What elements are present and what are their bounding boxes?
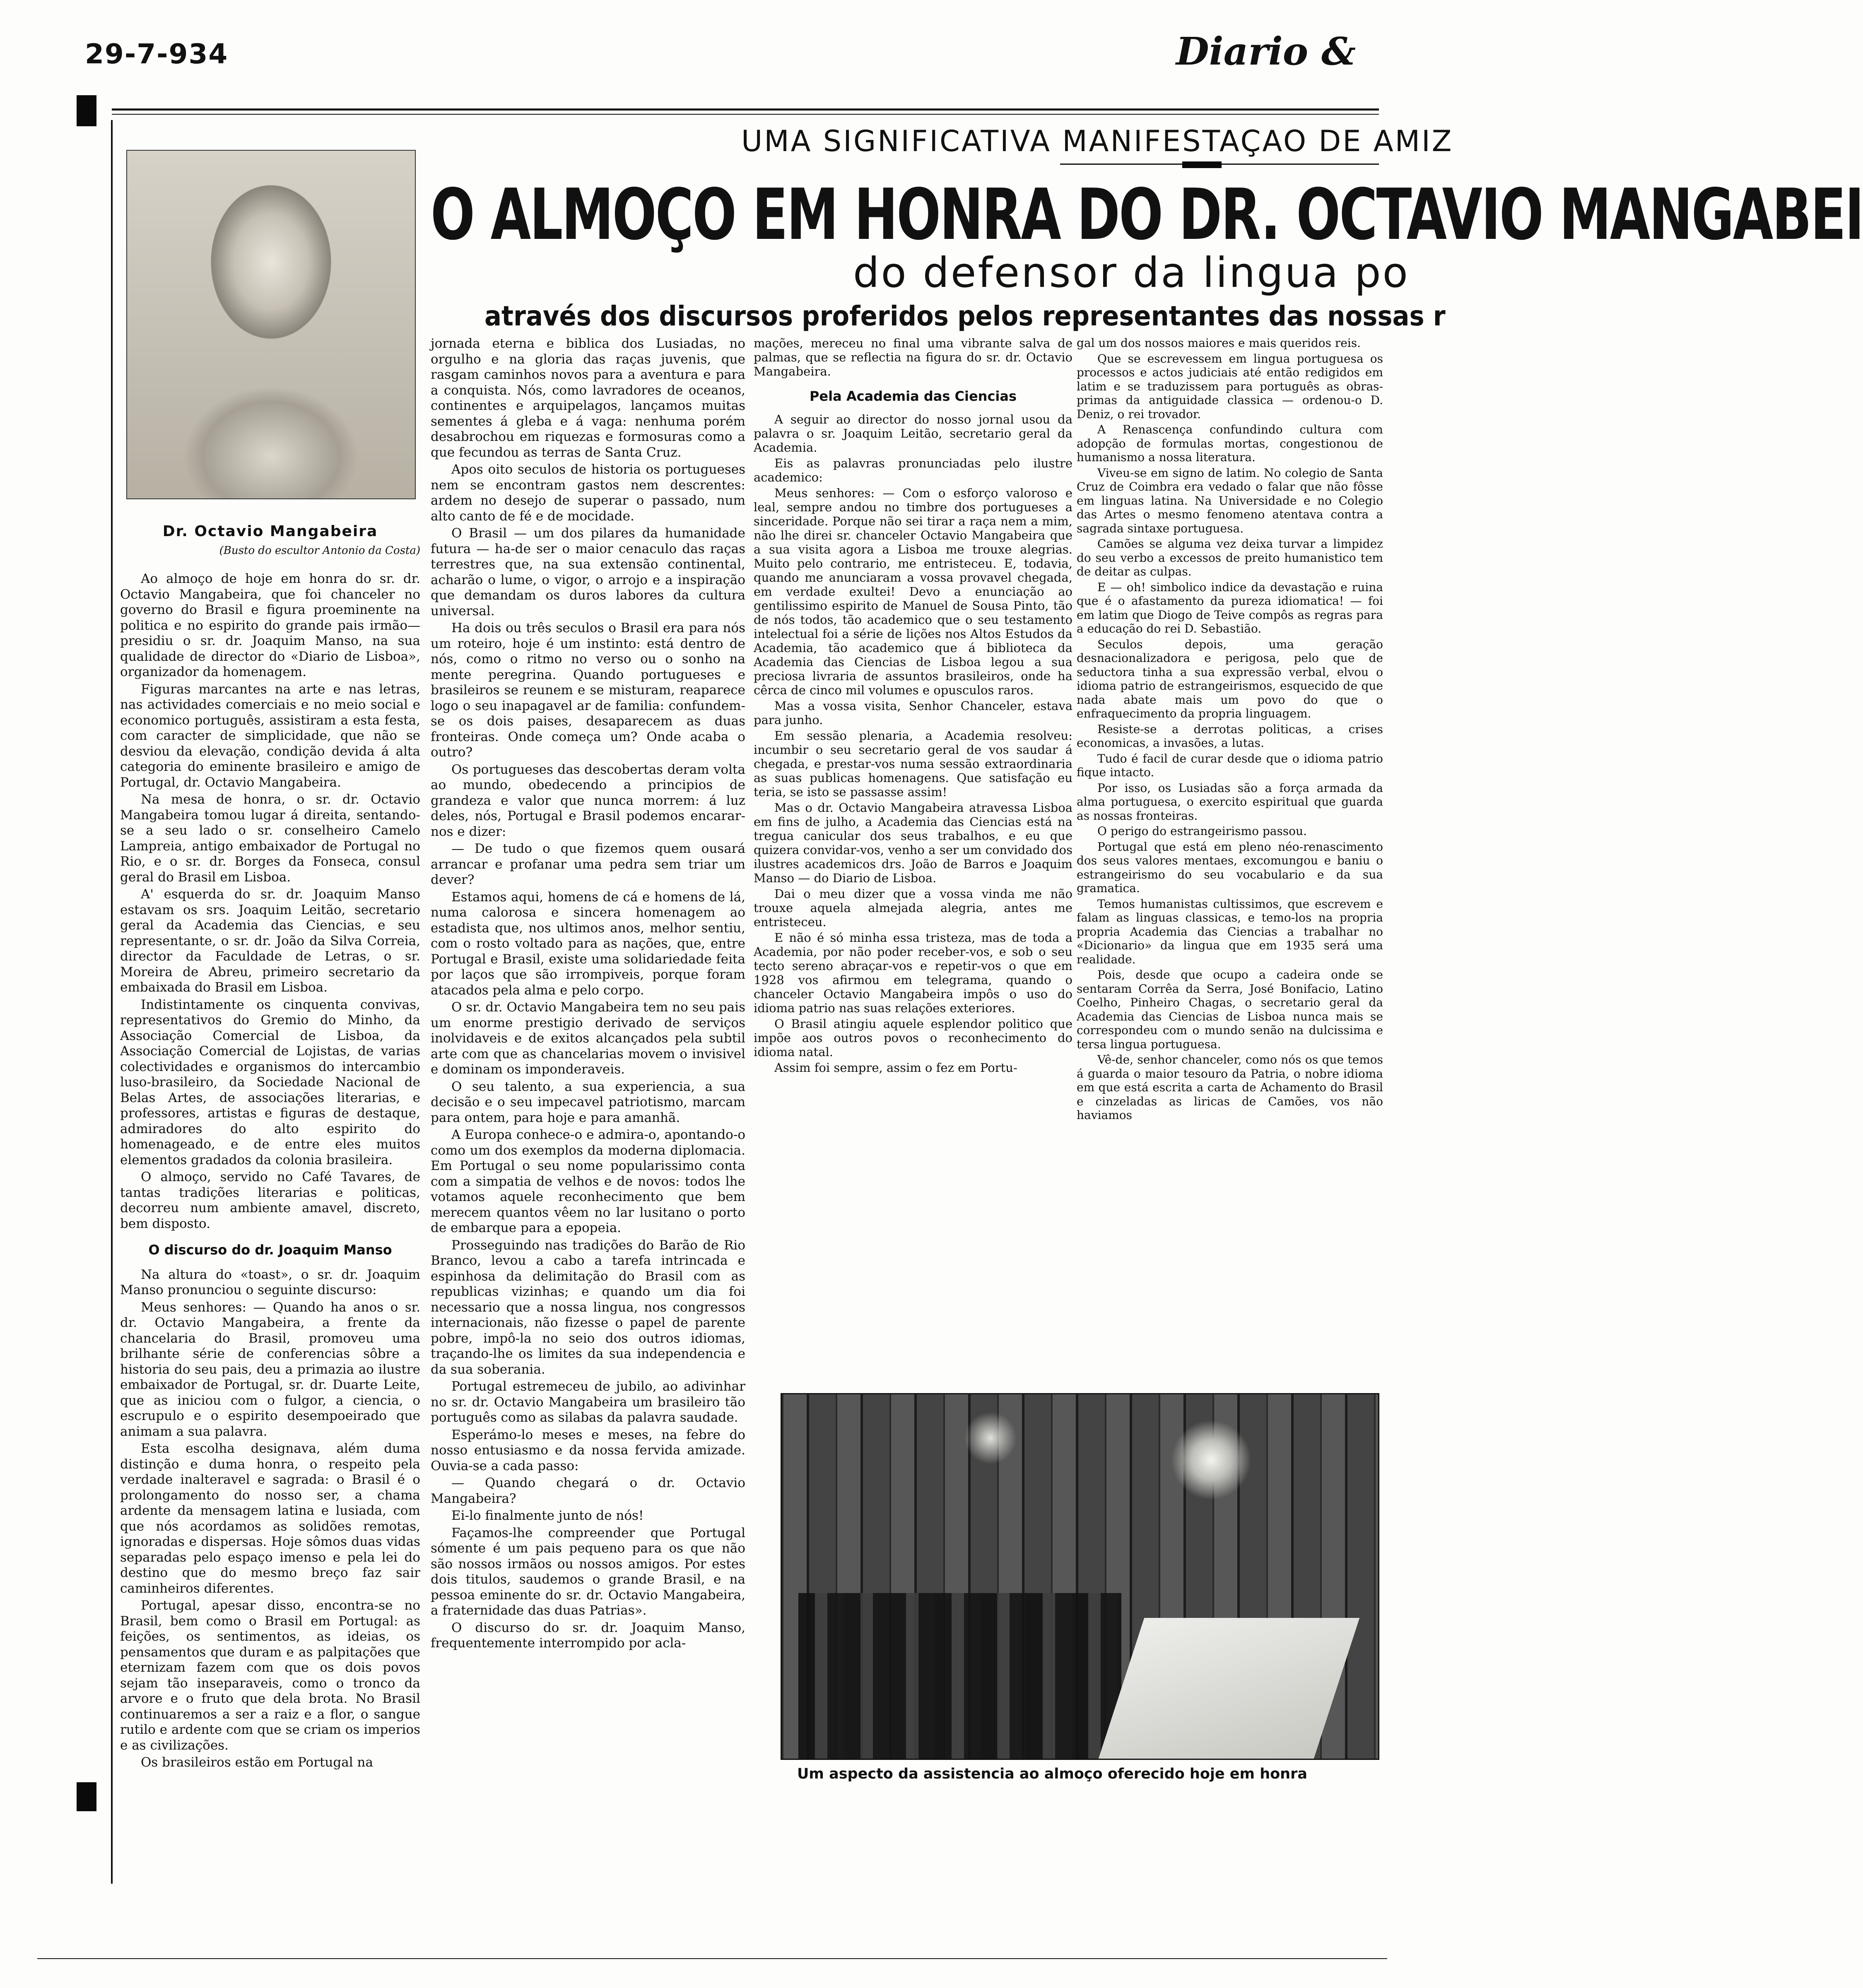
header-rule-thin <box>112 114 1379 115</box>
paragraph: Portugal que está em pleno néo-renascimento dos seus valores mentaes, excomungou e baniu o estrangeirismo do seu vocabulario e da sua gramatica. <box>1077 840 1383 895</box>
paragraph: Estamos aqui, homens de cá e homens de lá, numa calorosa e sincera homenagem ao estadista que, nos ultimos anos, melhor sentiu, com o rosto voltado para as nações, que, entre Portugal e Brasil, existe uma solidariedade feita por laços que são irrompiveis, porque foram atacados pela alma e pelo corpo. <box>431 889 745 998</box>
paragraph: Portugal estremeceu de jubilo, ao adivinhar no sr. dr. Octavio Mangabeira um brasileiro tão português como as silabas da palavra saudade. <box>431 1379 745 1425</box>
paragraph: Façamos-lhe compreender que Portugal sómente é um pais pequeno para os que não são nossos irmãos ou nossos amigos. Por estes dois titulos, saudemos o grande Brasil, e na pessoa eminente do sr. dr. Octavio Mangabeira, a fraternidade das duas Patrias». <box>431 1525 745 1618</box>
paragraph: — Quando chegará o dr. Octavio Mangabeira? <box>431 1475 745 1506</box>
paragraph: Mas a vossa visita, Senhor Chanceler, estava para junho. <box>754 699 1072 727</box>
paragraph: E — oh! simbolico indice da devastação e ruina que é o afastamento da pureza idiomatica! — foi em latim que Diogo de Teive compôs as regras para a educação do rei D. Sebastião. <box>1077 580 1383 635</box>
paragraph: Camões se alguma vez deixa turvar a limpidez do seu verbo a excessos de preito humanistico tem de deitar as culpas. <box>1077 537 1383 578</box>
kicker-rule-block <box>1182 161 1222 168</box>
paragraph: Viveu-se em signo de latim. No colegio de Santa Cruz de Coimbra era vedado o falar que não fôsse em linguas latina. Na Universidade e no Colegio das Artes o mesmo fenomeno atentava contra a sagrada sintaxe portuguesa. <box>1077 466 1383 535</box>
paragraph: Apos oito seculos de historia os portugueses nem se encontram gastos nem descrentes: ardem no desejo de superar o passado, num alto canto de fé e de mocidade. <box>431 462 745 524</box>
paragraph: Na altura do «toast», o sr. dr. Joaquim Manso pronunciou o seguinte discurso: <box>120 1267 420 1297</box>
newspaper-masthead: Diario & <box>1176 29 1356 74</box>
paragraph: Pois, desde que ocupo a cadeira onde se sentaram Corrêa da Serra, José Bonifacio, Latino Coelho, Pinheiro Chagas, o secretario geral da Academia das Ciencias de Lisboa nunca mais se correspondeu com o mundo senão na dulcissima e tersa lingua portuguesa. <box>1077 968 1383 1051</box>
paragraph: E não é só minha essa tristeza, mas de toda a Academia, por não poder receber-vos, e sob o seu tecto sereno abraçar-vos e repetir-vos o que em 1928 vos afirmou em telegrama, quando o chanceler Octavio Mangabeira impôs o uso do idioma patrio nas suas relações exteriores. <box>754 931 1072 1015</box>
header-rule <box>112 108 1379 111</box>
paragraph: O Brasil atingiu aquele esplendor politico que impõe aos outros povos o reconhecimento do idioma natal. <box>754 1017 1072 1059</box>
headline-deck: através dos discursos proferidos pelos representantes das nossas r <box>484 300 1446 332</box>
photo-caption: Um aspecto da assistencia ao almoço oferecido hoje em honra <box>797 1766 1307 1782</box>
paragraph: Eis as palavras pronunciadas pelo ilustre academico: <box>754 456 1072 484</box>
paragraph: Ei-lo finalmente junto de nós! <box>451 1508 644 1523</box>
article-column-3 <box>754 336 1072 1076</box>
paragraph: A seguir ao director do nosso jornal usou da palavra o sr. Joaquim Leitão, secretario geral da Academia. <box>754 412 1072 455</box>
paragraph: Seculos depois, uma geração desnacionalizadora e perigosa, pelo que de seductora tinha a sua expressão verbal, elvou o idioma patrio de estrangeirismos, esquecido de que nada abate mais um povo do que o enfraquecimento da propria linguagem. <box>1077 637 1383 720</box>
paragraph: Por isso, os Lusiadas são a força armada da alma portuguesa, o exercito espiritual que guarda as nossas fronteiras. <box>1077 781 1383 823</box>
paragraph: Esperámo-lo meses e meses, na febre do nosso entusiasmo e da nossa fervida amizade. Ouvia-se a cada passo: <box>431 1427 745 1473</box>
paragraph: O Brasil — um dos pilares da humanidade futura — ha-de ser o maior cenaculo das raças terrestres que, na sua extensão continental, acharão o lume, o vigor, o arrojo e a inspiração que demandam os duros labores da cultura universal. <box>431 526 745 619</box>
margin-block-top <box>77 95 96 126</box>
paragraph: Figuras marcantes na arte e nas letras, nas actividades comerciais e no meio social e economico português, assistiram a esta festa, com caracter de simplicidade, que não se desviou da elevação, condição devida á alta categoria do eminente brasileiro e amigo de Portugal, dr. Octavio Mangabeira. <box>120 681 420 790</box>
paragraph: O seu talento, a sua experiencia, a sua decisão e o seu impecavel patriotismo, marcam para ontem, para hoje e para amanhã. <box>431 1079 745 1125</box>
paragraph: Ao almoço de hoje em honra do sr. dr. Octavio Mangabeira, que foi chanceler no governo do Brasil e figura proeminente na politica e no espirito do grande pais irmão—presidiu o sr. dr. Joaquim Manso, na sua qualidade de director do «Diario de Lisboa», organizador da homenagem. <box>120 571 420 679</box>
left-margin-rule <box>111 120 113 1884</box>
photo-table <box>1099 1618 1359 1759</box>
issue-date: 29-7-934 <box>85 38 229 70</box>
section-heading: Pela Academia das Ciencias <box>809 388 1017 404</box>
paragraph: Em sessão plenaria, a Academia resolveu: incumbir o seu secretario geral de vos saudar á chegada, e prestar-vos numa sessão extraordinaria as suas publicas homenagens. Que satisfação eu teria, se isto se passasse assim! <box>754 729 1072 799</box>
headline-subhead: do defensor da lingua po <box>853 248 1410 297</box>
photo-crowd <box>798 1593 1121 1759</box>
paragraph: Dai o meu dizer que a vossa vinda me não trouxe aquela almejada alegria, antes me entristeceu. <box>754 887 1072 929</box>
paragraph: Os portugueses das descobertas deram volta ao mundo, obedecendo a principios de grandeza e valor que nunca morrem: á luz deles, nós, Portugal e Brasil podemos encarar-nos e dizer: <box>431 762 745 839</box>
paragraph: Portugal, apesar disso, encontra-se no Brasil, bem como o Brasil em Portugal: as feições, os sentimentos, as ideias, os pensamentos que duram e as palpitações que eternizam fazem com que os dois povos sejam tão inseparaveis, como o tronco da arvore e o fruto que dela brota. No Brasil continuaremos a ser a raiz e a flor, o sangue rutilo e ardente com que se criam os imperios e as civilizações. <box>120 1598 420 1753</box>
paragraph: — De tudo o que fizemos quem ousará arrancar e profanar uma pedra sem triar um dever? <box>431 841 745 887</box>
paragraph: A Renascença confundindo cultura com adopção de formulas mortas, congestionou de humanismo a nossa literatura. <box>1077 423 1383 464</box>
paragraph: Esta escolha designava, além duma distinção e duma honra, o respeito pela verdade inalteravel e sagrada: o Brasil é o prolongamento do nosso ser, a chama ardente da mensagem latina e lusiada, com que nós acordamos as solidões remotas, ignoradas e dispersas. Hoje sômos duas vidas separadas pelo espaço imenso e pela lei do destino que do mesmo breço faz sair caminheiros diferentes. <box>120 1441 420 1596</box>
paragraph: jornada eterna e biblica dos Lusiadas, no orgulho e na gloria das raças juvenis, que rasgam caminhos novos para a aventura e para a conquista. Nós, como lavradores de oceanos, continentes e arquipelagos, lançamos muitas sementes á gleba e á vaga: nenhuma porém desabrochou em riquezas e formosuras como a que fecundou as terras de Santa Cruz. <box>431 336 745 460</box>
article-column-2 <box>431 336 745 1653</box>
portrait-name: Dr. Octavio Mangabeira <box>162 523 378 540</box>
paragraph: O almoço, servido no Café Tavares, de tantas tradições literarias e politicas, decorreu num ambiente amavel, discreto, bem disposto. <box>120 1170 420 1231</box>
paragraph: Meus senhores: — Quando ha anos o sr. dr. Octavio Mangabeira, a frente da chancelaria do Brasil, promoveu uma brilhante série de conferencias sôbre a historia do seu pais, deu a primazia ao ilustre embaixador de Portugal, sr. dr. Duarte Leite, que as iniciou com o fulgor, a ciencia, o escrupulo e o espirito desempoeirado que animam a sua palavra. <box>120 1300 420 1439</box>
portrait-photo <box>126 150 416 499</box>
paragraph: Resiste-se a derrotas politicas, a crises economicas, a invasões, a lutas. <box>1077 722 1383 750</box>
paragraph: A Europa conhece-o e admira-o, apontando-o como um dos exemplos da moderna diplomacia. Em Portugal o seu nome popularissimo conta com a simpatia de velhos e de novos: todos lhe votamos aquele reconhecimento que bem merecem quantos vêem no lar lusitano o porto de embarque para a epopeia. <box>431 1127 745 1235</box>
paragraph: Indistintamente os cinquenta convivas, representativos do Gremio do Minho, da Associação Comercial de Lisboa, da Associação Comercial de Lojistas, de varias colectividades e organismos do intercambio luso-brasileiro, da Sociedade Nacional de Belas Artes, de associações literarias, e professores, artistas e figuras de destaque, admiradores do alto espirito do homenageado, e de entre eles muitos elementos gradados da colonia brasileira. <box>120 997 420 1167</box>
paragraph: Ha dois ou três seculos o Brasil era para nós um roteiro, hoje é um instinto: está dentro de nós, como o ritmo no verso ou o sonho na mente peregrina. Quando portugueses e brasileiros se reunem e se misturam, reaparece logo o seu inapagavel ar de familia: confundem-se os dois paises, desaparecem as duas fronteiras. Onde começa um? Onde acaba o outro? <box>431 621 745 760</box>
paragraph: mações, mereceu no final uma vibrante salva de palmas, que se reflectia na figura do sr. dr. Octavio Mangabeira. <box>754 336 1072 378</box>
paragraph: O perigo do estrangeirismo passou. <box>1097 824 1307 838</box>
paragraph: Tudo é facil de curar desde que o idioma patrio fique intacto. <box>1077 751 1383 779</box>
paragraph: A' esquerda do sr. dr. Joaquim Manso estavam os srs. Joaquim Leitão, secretario geral da Academia das Ciencias, e seu representante, o sr. dr. João da Silva Correia, director da Faculdade de Letras, o sr. Moreira de Abreu, primeiro secretario da embaixada do Brasil em Lisboa. <box>120 887 420 995</box>
paragraph: Na mesa de honra, o sr. dr. Octavio Mangabeira tomou lugar á direita, sentando-se a seu lado o sr. conselheiro Camelo Lampreia, antigo embaixador de Portugal no Rio, e o sr. dr. Borges da Fonseca, consul geral do Brasil em Lisboa. <box>120 792 420 885</box>
section-heading: O discurso do dr. Joaquim Manso <box>148 1242 392 1258</box>
article-column-4 <box>1077 336 1383 1124</box>
paragraph: Mas o dr. Octavio Mangabeira atravessa Lisboa em fins de julho, a Academia das Ciencias está na tregua canicular dos seus trabalhos, e eu que quizera convidar-vos, venho a ser um convidado dos ilustres academicos drs. João de Barros e Joaquim Manso — do Diario de Lisboa. <box>754 801 1072 885</box>
main-headline: O ALMOÇO EM HONRA DO DR. OCTAVIO MANGABEI <box>431 174 1863 256</box>
portrait-credit: (Busto do escultor Antonio da Costa) <box>219 544 420 557</box>
paragraph: Prosseguindo nas tradições do Barão de Rio Branco, levou a cabo a tarefa intrincada e espinhosa da delimitação do Brasil com as republicas vizinhas; e quando um dia foi necessario que a nossa lingua, nos congressos internacionais, não fizesse o papel de parente pobre, impô-la no seio dos outros idiomas, traçando-lhe os limites da sua independencia e da sua soberania. <box>431 1237 745 1377</box>
paragraph: O discurso do sr. dr. Joaquim Manso, frequentemente interrompido por acla- <box>431 1620 745 1651</box>
paragraph: Temos humanistas cultissimos, que escrevem e falam as linguas classicas, e temo-los na propria propria Academia das Ciencias a trabalhar no «Dicionario» da lingua que em 1935 será uma realidade. <box>1077 897 1383 966</box>
article-column-1 <box>120 571 420 1772</box>
banquet-photo <box>781 1393 1379 1760</box>
paragraph: gal um dos nossos maiores e mais queridos reis. <box>1077 336 1361 350</box>
margin-block-bottom <box>77 1782 96 1811</box>
bottom-rule <box>37 1958 1387 1959</box>
paragraph: Os brasileiros estão em Portugal na <box>141 1755 373 1770</box>
paragraph: O sr. dr. Octavio Mangabeira tem no seu pais um enorme prestigio derivado de serviços inolvidaveis e de exitos alcançados pela subtil arte com que as chancelarias movem o invisivel e dominam os imponderaveis. <box>431 1000 745 1077</box>
paragraph: Que se escrevessem em lingua portuguesa os processos e actos judiciais até então redigidos em latim e se traduzissem para português as obras-primas da antiguidade classica — ordenou-o D. Deniz, o rei trovador. <box>1077 351 1383 421</box>
headline-kicker: UMA SIGNIFICATIVA MANIFESTAÇAO DE AMIZ <box>741 124 1453 158</box>
paragraph: Vê-de, senhor chanceler, como nós os que temos á guarda o maior tesouro da Patria, o nobre idioma em que está escrita a carta de Achamento do Brasil e cinzeladas as liricas de Camões, vos não haviamos <box>1077 1053 1383 1122</box>
paragraph: Meus senhores: — Com o esforço valoroso e leal, sempre andou no timbre dos portugueses a sinceridade. Porque não sei tirar a raça nem a mim, não lhe direi sr. chanceler Octavio Mangabeira que a sua visita agora a Lisboa me trouxe alegrias. Muito pelo contrario, me entristeceu. E, todavia, quando me anunciaram a vossa provavel chegada, em verdade exultei! Devo a enunciação ao gentilissimo espirito de Manuel de Sousa Pinto, tão de nós todos, tão academico que o seu testamento intelectual foi a série de lições nos Altos Estudos da Academia, tão academico que á biblioteca da Academia das Ciencias de Lisboa legou a sua preciosa livraria de assuntos brasileiros, onde ha cêrca de cinco mil volumes e opusculos raros. <box>754 486 1072 697</box>
paragraph: Assim foi sempre, assim o fez em Portu- <box>774 1061 1017 1075</box>
